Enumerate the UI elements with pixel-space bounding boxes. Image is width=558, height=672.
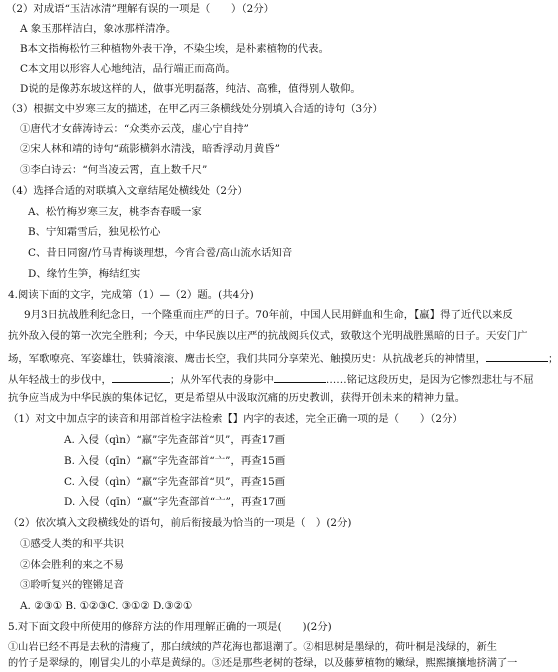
question-5-stem: 5.对下面文段中所使用的修辞方法的作用理解正确的一项是( )(2分) [8, 621, 332, 633]
question-4-1-stem: （1）对文中加点字的读音和用部首检字法检索【】内字的表述，完全正确一项的是（ ）（2分） [8, 413, 463, 425]
question-4-1-option-c: C. 入侵（qìn）“羸”字先查部首“贝”，再查15画 [64, 476, 286, 488]
question-2-option-b: B本文指梅松竹三种植物外表干净，不染尘埃，是朴素植物的代表。 [20, 43, 329, 55]
question-4-2-options: A. ②③① B. ①②③C. ③①② D.③②① [20, 600, 193, 612]
question-3-stem: （3）根据文中岁寒三友的描述，在甲乙丙三条横线处分别填入合适的诗句（3分） [6, 103, 383, 115]
question-4-option-b: B、宁知霜雪后，独见松竹心 [28, 226, 161, 238]
passage-line-3 [0, 351, 558, 366]
passage-line-4-text-b: ；从外军代表的身影中 [169, 374, 274, 386]
answer-blank-3[interactable] [274, 372, 326, 383]
question-2-option-a: A 象玉那样洁白，象冰那样清净。 [20, 23, 177, 35]
passage-line-4-text-c: ……铭记这段历史，是因为它惨烈悲壮与不屈 [325, 374, 534, 386]
passage-line-4-text-a: 从年轻战士的步伐中， [8, 374, 112, 386]
question-4-2-sentence-2: ②体会胜利的来之不易 [20, 559, 124, 571]
section-4-heading: 4.阅读下面的文字，完成第（1）—（2）题。(共4分) [8, 289, 254, 301]
question-3-poem-3: ③李白诗云：“何当凌云霄，直上数千尺” [20, 164, 208, 176]
question-4-option-d: D、缘竹生笋，梅结红实 [28, 268, 141, 280]
answer-blank-2[interactable] [112, 372, 170, 383]
passage-line-4 [0, 372, 541, 387]
question-5-passage-line-2: 的竹子是翠绿的，刚冒尖儿的小草是黄绿的。③还是那些老树的苍绿，以及藤萝植物的嫩绿，熙熙攘攘地挤满了一 [8, 658, 518, 669]
question-4-stem: （4）选择合适的对联填入文章结尾处横线处（2分） [6, 185, 248, 197]
passage-line-3-text: 场，军歌嘹亮、军姿雄壮，铁骑滚滚、鹰击长空，我们共同分享荣光、触摸历史：从抗战老兵的神情里， [8, 353, 486, 365]
question-3-poem-1: ①唐代才女薛涛诗云：“众类亦云茂，虚心宁自持” [20, 123, 249, 135]
question-4-2-sentence-1: ①感受人类的和平共识 [20, 538, 124, 550]
question-4-2-stem: （2）依次填入文段横线处的语句，前后衔接最为恰当的一项是（ ）(2分) [8, 517, 352, 529]
question-4-option-c: C、昔日同窗/竹马青梅谈理想，今宵合卺/高山流水话知音 [28, 247, 293, 259]
question-2-option-d: D说的是像苏东坡这样的人，做事光明磊落，纯洁、高雅，值得别人敬仰。 [20, 83, 361, 95]
question-4-1-option-a: A. 入侵（qìn）“羸”字先查部首“贝”，再查17画 [64, 434, 286, 446]
question-4-2-sentence-3: ③聆听复兴的铿锵足音 [20, 579, 124, 591]
question-3-poem-2: ②宋人林和靖的诗句“疏影横斜水清浅，暗香浮动月黄昏” [20, 143, 280, 155]
question-2-option-c: C本文用以形容人心地纯洁，品行端正而高尚。 [20, 63, 236, 75]
passage-line-5: 抗争应当成为中华民族的集体记忆，更是希望从中汲取沉痛的历史教训，获得开创未来的精神力量。 [8, 392, 466, 404]
question-4-1-option-d: D. 入侵（qīn）“羸”字先查部首“亠”，再查17画 [64, 496, 286, 508]
passage-line-3-semicolon: ； [547, 353, 558, 365]
question-2-stem: （2）对成语“玉洁冰清”理解有误的一项是（ ）（2分） [6, 3, 275, 15]
passage-line-2: 抗外敌入侵的第一次完全胜利；今天，中华民族以庄严的抗战阅兵仪式，致敬这个光明战胜黑暗的日子。天安门广 [8, 330, 528, 342]
answer-blank-1[interactable] [486, 351, 548, 362]
question-5-passage-line-1: ①山岩已经不再是去秋的清瘦了，那白绒绒的芦花海也都退潮了。②相思树是墨绿的，荷叶桐是浅绿的，新生 [8, 642, 497, 653]
question-4-1-option-b: B. 入侵（qīn）“羸”字先查部首“亠”，再查15画 [64, 455, 286, 467]
passage-line-1: 9月3日抗战胜利纪念日，一个隆重而庄严的日子。70年前，中国人民用鲜血和生命，【羸】得了近代以来反 [24, 309, 513, 321]
question-4-option-a: A、松竹梅岁寒三友，桃李杏春暖一家 [28, 206, 202, 218]
